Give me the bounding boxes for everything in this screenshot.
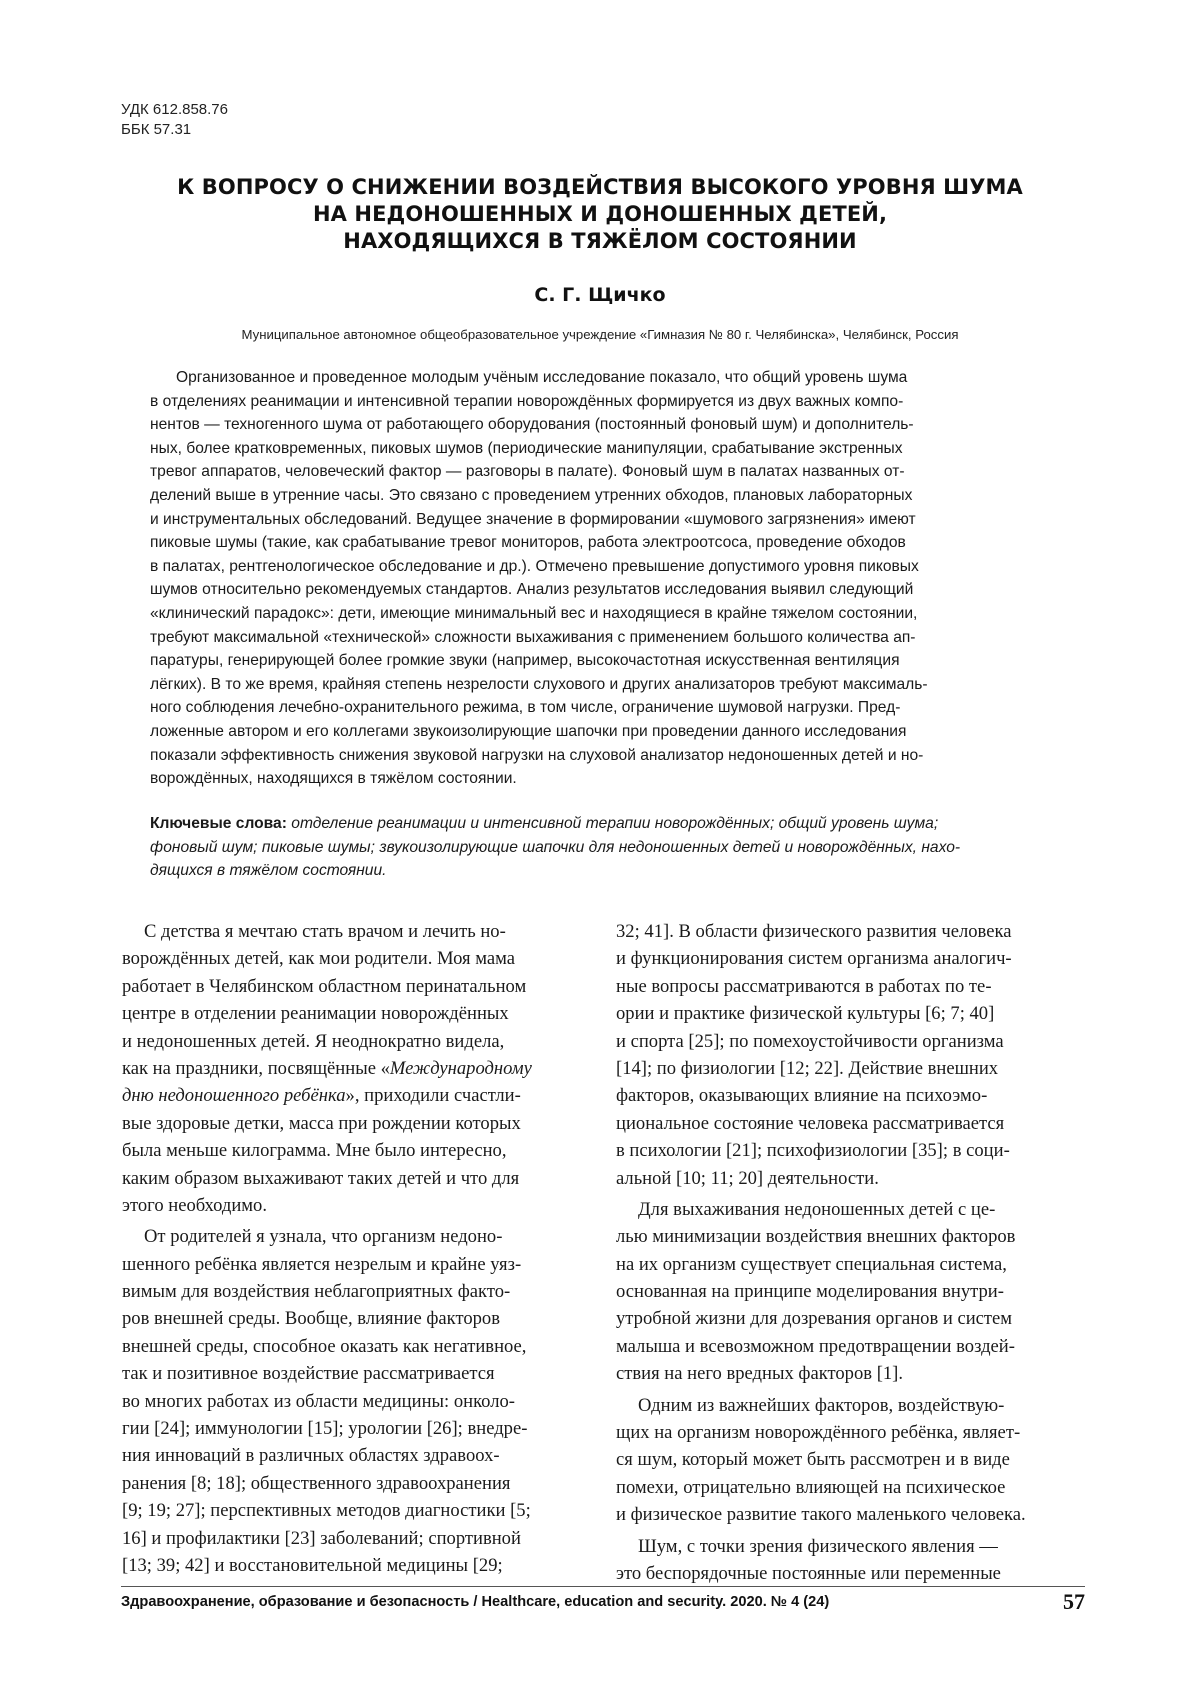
author-name: С. Г. Щичко — [534, 284, 666, 306]
body-line: это беспорядочные постоянные или переменные — [616, 1562, 1001, 1584]
body-line: была меньше килограмма. Мне было интересно, — [122, 1140, 507, 1162]
abstract-line: ворождённых, находящихся в тяжёлом состоянии. — [150, 770, 517, 788]
body-line: работает в Челябинском областном перинатальном — [122, 975, 527, 997]
body-line: на их организм существует специальная система, — [616, 1253, 1007, 1275]
abstract — [150, 366, 1052, 791]
keywords-line — [150, 812, 1052, 836]
body-line: [13; 39; 42] и восстановительной медицины [29; — [122, 1554, 503, 1576]
body-line: щих на организм новорождённого ребёнка, являет- — [616, 1422, 1021, 1444]
body-line: и физическое развитие такого маленького человека. — [616, 1504, 1026, 1526]
body-line: От родителей я узнала, что организм недоно- — [144, 1226, 503, 1248]
body-line: ствия на него вредных факторов [1]. — [616, 1363, 904, 1385]
udk-code: УДК 612.858.76 — [121, 101, 228, 118]
abstract-line: Организованное и проведенное молодым учёным исследование показало, что общий уровень шума — [176, 369, 908, 386]
abstract-line: показали эффективность снижения звуковой нагрузки на слуховой анализатор недоношенных детей и но- — [150, 746, 924, 764]
body-line: ные вопросы рассматриваются в работах по те- — [616, 975, 992, 997]
body-line: помехи, отрицательно влияющей на психическое — [616, 1476, 1006, 1498]
abstract-line: нентов — техногенного шума от работающего оборудования (постоянный фоновый шум) и дополнитель- — [150, 416, 914, 434]
body-column-left — [122, 918, 594, 1579]
body-line: факторов, оказывающих влияние на психоэмо- — [616, 1085, 988, 1107]
body-line: так и позитивное воздействие рассматривается — [122, 1363, 495, 1385]
body-line: циональное состояние человека рассматривается — [616, 1112, 1005, 1134]
body-line: [9; 19; 27]; перспективных методов диагностики [5; — [122, 1500, 531, 1522]
body-line — [122, 1082, 594, 1109]
journal-footer: Здравоохранение, образование и безопасность / Healthcare, education and security. 2020. № 4 (24) — [121, 1594, 830, 1610]
keywords-label: Ключевые слова: — [150, 815, 287, 832]
abstract-line: требуют максимальной «технической» сложности выхаживания с применением большого количества ап- — [150, 628, 916, 646]
body-line: ся шум, который может быть рассмотрен и в виде — [616, 1449, 1010, 1471]
abstract-line: делений выше в утренние часы. Это связано с проведением утренних обходов, плановых лабораторных — [150, 486, 913, 504]
classification-codes — [121, 100, 228, 140]
keywords — [150, 812, 1052, 883]
body-line: в психологии [21]; психофизиологии [35]; в соци- — [616, 1140, 1010, 1162]
body-italic: дню недоношенного ребёнка — [122, 1085, 346, 1107]
body-column-right — [616, 918, 1088, 1587]
body-line: С детства я мечтаю стать врачом и лечить но- — [144, 921, 506, 942]
keywords-line: фоновый шум; пиковые шумы; звукоизолирующие шапочки для недоношенных детей и новорождённых, нахо- — [150, 838, 961, 856]
body-italic: Международному — [389, 1057, 532, 1079]
body-line: и функционирования систем организма аналогич- — [616, 948, 1012, 970]
body-line: гии [24]; иммунологии [15]; урологии [26]; внедре- — [122, 1418, 528, 1440]
body-line: Для выхаживания недоношенных детей с це- — [638, 1198, 996, 1220]
body-line: центре в отделении реанимации новорождённых — [122, 1003, 509, 1025]
abstract-line: в отделениях реанимации и интенсивной терапии новорождённых формируется из двух важных компо- — [150, 392, 904, 410]
body-line: лью минимизации воздействия внешних факторов — [616, 1226, 1016, 1248]
abstract-line: шумов относительно рекомендуемых стандартов. Анализ результатов исследования выявил следующий — [150, 581, 914, 599]
body-line: шенного ребёнка является незрелым и крайне уяз- — [122, 1253, 522, 1275]
body-line: этого необходимо. — [122, 1194, 267, 1216]
abstract-line: и инструментальных обследований. Ведущее значение в формировании «шумового загрязнения» имеют — [150, 510, 916, 528]
title-line: НА НЕДОНОШЕННЫХ И ДОНОШЕННЫХ ДЕТЕЙ, — [312, 202, 888, 226]
body-line: ворождённых детей, как мои родители. Моя мама — [122, 948, 516, 970]
abstract-line: ложенные автором и его коллегами звукоизолирующие шапочки при проведении данного исследования — [150, 722, 907, 740]
abstract-line: пиковые шумы (такие, как срабатывание тревог мониторов, работа электроотсоса, проведение обходов — [150, 534, 906, 552]
body-line: основанная на принципе моделирования внутри- — [616, 1281, 1004, 1303]
body-line: Шум, с точки зрения физического явления — — [638, 1535, 998, 1557]
body-line — [122, 1055, 594, 1082]
body-line: утробной жизни для дозревания органов и систем — [616, 1308, 1013, 1330]
title-line: НАХОДЯЩИХСЯ В ТЯЖЁЛОМ СОСТОЯНИИ — [343, 229, 857, 253]
abstract-line: ного соблюдения лечебно-охранительного режима, в том числе, ограничение шумовой нагрузки. Пред- — [150, 699, 901, 717]
body-line: альной [10; 11; 20] деятельности. — [616, 1167, 879, 1189]
body-line: ров внешней среды. Вообще, влияние факторов — [122, 1308, 501, 1330]
body-line: ранения [8; 18]; общественного здравоохранения — [122, 1472, 511, 1494]
body-line: 16] и профилактики [23] заболеваний; спортивной — [122, 1527, 521, 1549]
body-line: ния инноваций в различных областях здравоох- — [122, 1445, 500, 1467]
page-number: 57 — [1063, 1589, 1085, 1614]
body-line: малыша и всевозможном предотвращении воздей- — [616, 1335, 1015, 1357]
keywords-line: дящихся в тяжёлом состоянии. — [150, 862, 387, 880]
abstract-line: ных, более кратковременных, пиковых шумов (периодические манипуляции, срабатывание экстренных — [150, 439, 903, 457]
body-line: каким образом выхаживают таких детей и что для — [122, 1167, 520, 1189]
author-affiliation: Муниципальное автономное общеобразовательное учреждение «Гимназия № 80 г. Челябинска», Челябинск, Россия — [241, 327, 959, 342]
article-title — [100, 174, 1100, 255]
body-line: и недоношенных детей. Я неоднократно видела, — [122, 1030, 505, 1052]
body-line: и спорта [25]; по помехоустойчивости организма — [616, 1030, 1004, 1052]
body-line: вимым для воздействия неблагоприятных факто- — [122, 1281, 511, 1303]
body-line: во многих работах из области медицины: онколо- — [122, 1390, 515, 1412]
title-line: К ВОПРОСУ О СНИЖЕНИИ ВОЗДЕЙСТВИЯ ВЫСОКОГО УРОВНЯ ШУМА — [177, 175, 1023, 199]
bbk-code: ББК 57.31 — [121, 121, 192, 138]
abstract-line: паратуры, генерирующей более громкие звуки (например, высокочастотная искусственная вентиляция — [150, 652, 900, 670]
body-line: внешней среды, способное оказать как негативное, — [122, 1335, 527, 1357]
abstract-line: тревог аппаратов, человеческий фактор — разговоры в палате). Фоновый шум в палатах названных от- — [150, 463, 905, 481]
keywords-text: отделение реанимации и интенсивной терапии новорождённых; общий уровень шума; — [291, 815, 939, 832]
body-line: вые здоровые детки, масса при рождении которых — [122, 1112, 521, 1134]
body-line: Одним из важнейших факторов, воздействую- — [638, 1394, 1005, 1416]
abstract-line: в палатах, рентгенологическое обследование и др.). Отмечено превышение допустимого уровня пиковых — [150, 557, 919, 575]
body-line: 32; 41]. В области физического развития человека — [616, 921, 1012, 942]
body-line: ории и практике физической культуры [6; 7; 40] — [616, 1003, 995, 1025]
body-line: [14]; по физиологии [12; 22]. Действие внешних — [616, 1057, 999, 1079]
abstract-line: «клинический парадокс»: дети, имеющие минимальный вес и находящиеся в крайне тяжелом состоянии, — [150, 604, 918, 622]
body-text: как на праздники, посвящённые « — [122, 1057, 390, 1079]
body-text: », приходили счастли- — [345, 1085, 521, 1107]
footer-divider — [121, 1586, 1085, 1587]
abstract-line: лёгких). В то же время, крайняя степень незрелости слухового и других анализаторов требуют максималь- — [150, 675, 928, 693]
